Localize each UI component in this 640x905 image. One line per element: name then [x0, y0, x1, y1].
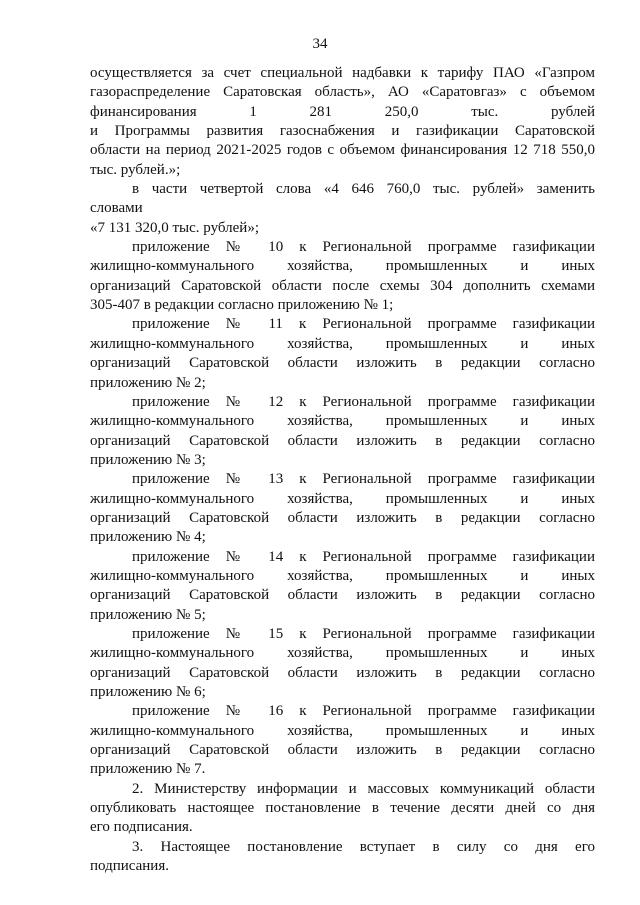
text-line: организаций Саратовской области изложить в редакции согласно [90, 587, 595, 604]
text-line: 305-407 в редакции согласно приложению № 1; [90, 297, 394, 314]
document-body [90, 64, 595, 876]
text-line: приложение № 16 к Региональной программе газификации [132, 703, 595, 720]
text-line: организаций Саратовской области изложить в редакции согласно [90, 355, 595, 372]
page-number: 34 [312, 36, 328, 52]
text-line: жилищно-коммунального хозяйства, промышленных и иных [90, 722, 595, 739]
text-line: приложение № 14 к Региональной программе газификации [132, 548, 595, 565]
text-line: осуществляется за счет специальной надбавки к тарифу ПАО «Газпром [90, 65, 595, 81]
text-line: приложению № 4; [90, 529, 206, 546]
text-line: организаций Саратовской области изложить в редакции согласно [90, 432, 595, 449]
text-line: словами [90, 200, 143, 217]
text-line: жилищно-коммунального хозяйства, промышленных и иных [90, 335, 595, 352]
paragraph [90, 180, 595, 219]
text-line: приложение № 12 к Региональной программе газификации [132, 393, 595, 410]
text-line: жилищно-коммунального хозяйства, промышленных и иных [90, 258, 595, 275]
paragraph [90, 219, 595, 238]
text-line: области на период 2021-2025 годов с объемом финансирования 12 718 550,0 [90, 142, 595, 159]
text-line: приложение № 15 к Региональной программе газификации [132, 625, 595, 642]
text-line: 2. Министерству информации и массовых коммуникаций области [132, 780, 595, 797]
paragraph [90, 838, 595, 877]
paragraph [90, 625, 595, 702]
text-line: приложению № 7. [90, 761, 206, 778]
text-line: 3. Настоящее постановление вступает в силу со дня его [132, 838, 595, 855]
text-line: приложению № 3; [90, 451, 206, 468]
paragraph [90, 548, 595, 625]
paragraph [90, 64, 595, 180]
text-line: финансирования 1 281 250,0 тыс. рублей [90, 103, 595, 120]
paragraph [90, 470, 595, 547]
text-line: опубликовать настоящее постановление в течение десяти дней со дня [90, 800, 595, 817]
text-line: газораспределение Саратовская область», АО «Саратовгаз» с объемом [90, 84, 595, 101]
text-line: организаций Саратовской области изложить в редакции согласно [90, 509, 595, 526]
text-line: организаций Саратовской области после схемы 304 дополнить схемами [90, 277, 595, 294]
text-line: жилищно-коммунального хозяйства, промышленных и иных [90, 645, 595, 662]
paragraph [90, 393, 595, 470]
text-line: приложению № 2; [90, 374, 206, 391]
paragraph [90, 780, 595, 838]
text-line: подписания. [90, 858, 169, 875]
text-line: приложению № 5; [90, 606, 206, 623]
text-line: в части четвертой слова «4 646 760,0 тыс. рублей» заменить [132, 181, 595, 198]
paragraph [90, 315, 595, 392]
text-line: приложению № 6; [90, 684, 206, 700]
text-line: его подписания. [90, 819, 193, 836]
text-line: «7 131 320,0 тыс. рублей»; [90, 219, 259, 236]
text-line: жилищно-коммунального хозяйства, промышленных и иных [90, 567, 595, 584]
paragraph [90, 702, 595, 779]
text-line: приложение № 10 к Региональной программе газификации [132, 239, 595, 256]
text-line: приложение № 13 к Региональной программе газификации [132, 471, 595, 488]
text-line: организаций Саратовской области изложить в редакции согласно [90, 742, 595, 759]
text-line: и Программы развития газоснабжения и газификации Саратовской [90, 123, 595, 140]
text-line: организаций Саратовской области изложить в редакции согласно [90, 664, 595, 681]
text-line: жилищно-коммунального хозяйства, промышленных и иных [90, 490, 595, 507]
text-line: жилищно-коммунального хозяйства, промышленных и иных [90, 413, 595, 430]
text-line: приложение № 11 к Региональной программе газификации [132, 316, 595, 333]
paragraph [90, 238, 595, 315]
text-line: тыс. рублей.»; [90, 161, 181, 178]
